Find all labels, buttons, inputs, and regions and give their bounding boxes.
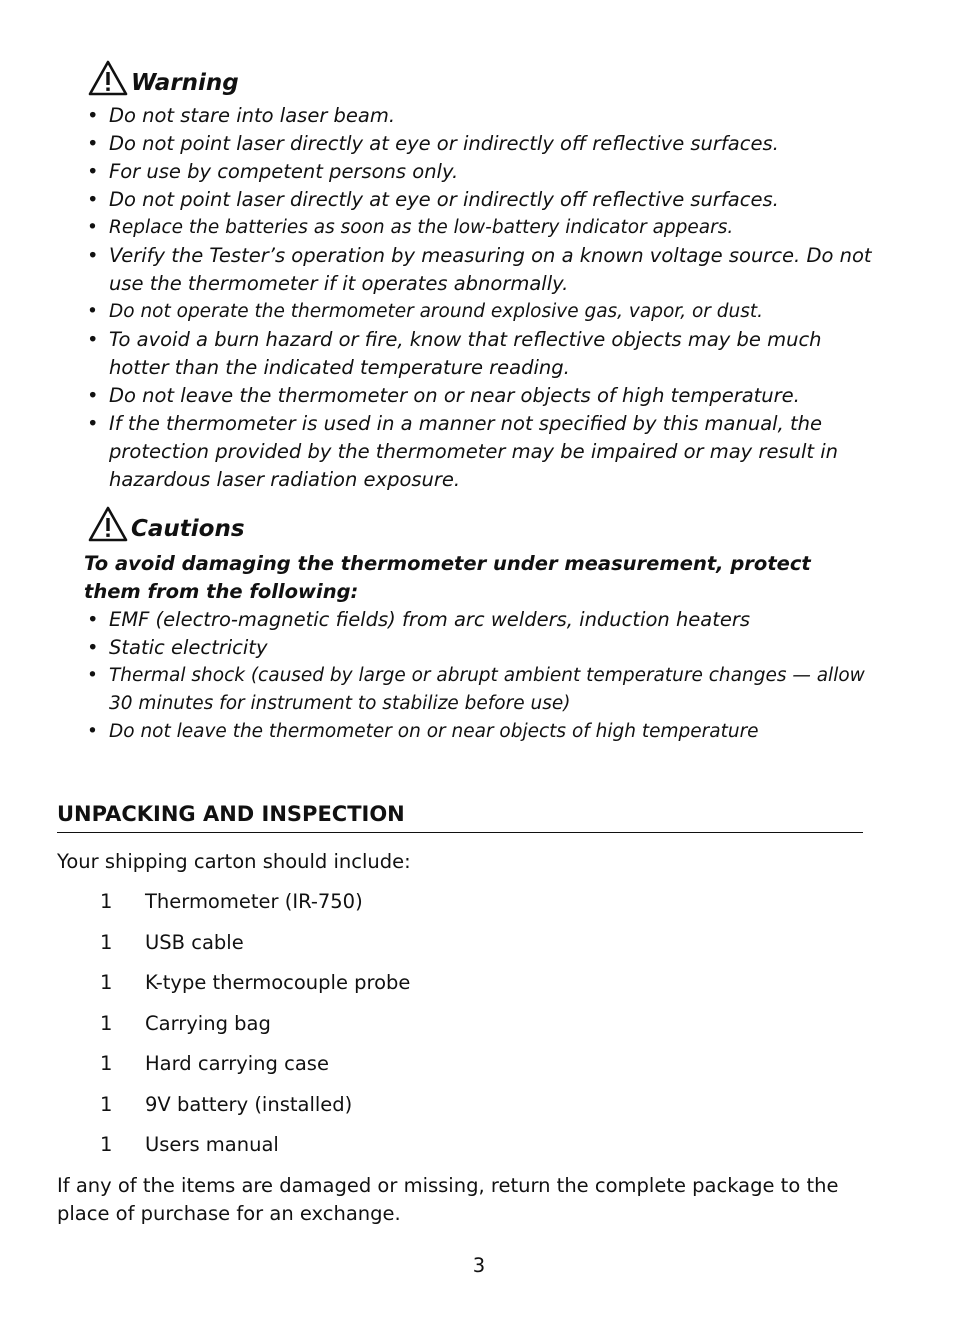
warning-list <box>84 102 874 494</box>
item-name: Carrying bag <box>145 1012 271 1035</box>
item-quantity: 1 <box>100 1052 113 1075</box>
cautions-intro: To avoid damaging the thermometer under measurement, protect them from the following: <box>84 552 811 603</box>
unpacking-intro: Your shipping carton should include: <box>57 850 411 873</box>
item-quantity: 1 <box>100 1093 113 1116</box>
list-item: • Do not leave the thermometer on or near objects of high temperature. <box>84 382 874 410</box>
warning-triangle-icon <box>88 60 128 96</box>
item-quantity: 1 <box>100 1012 113 1035</box>
package-item <box>100 1091 352 1119</box>
item-name: Users manual <box>145 1133 279 1156</box>
item-name: K-type thermocouple probe <box>145 971 411 994</box>
item-name: USB cable <box>145 931 244 954</box>
package-item <box>100 969 410 997</box>
list-item: • Static electricity <box>84 634 874 662</box>
list-item: • Thermal shock (caused by large or abrupt ambient temperature changes — allow 30 minutes for instrument to stabilize before use) <box>84 662 874 718</box>
list-item: • For use by competent persons only. <box>84 158 874 186</box>
package-item <box>100 1050 329 1078</box>
list-item: • Verify the Tester’s operation by measuring on a known voltage source. Do not use the thermometer if it operates abnormally. <box>84 242 874 298</box>
package-item <box>100 888 363 916</box>
list-item: • Do not operate the thermometer around explosive gas, vapor, or dust. <box>84 298 874 326</box>
unpacking-closing: If any of the items are damaged or missing, return the complete package to the place of purchase for an exchange. <box>57 1174 839 1225</box>
list-item: • EMF (electro-magnetic fields) from arc welders, induction heaters <box>84 606 874 634</box>
cautions-title: Cautions <box>131 516 245 542</box>
list-item: • Replace the batteries as soon as the low-battery indicator appears. <box>84 214 874 242</box>
page-number: 3 <box>472 1254 486 1277</box>
item-name: Hard carrying case <box>145 1052 329 1075</box>
list-item: • If the thermometer is used in a manner not specified by this manual, the protection provided by the thermometer may be impaired or may result in hazardous laser radiation exposure. <box>84 410 874 494</box>
cautions-list <box>84 606 874 746</box>
list-item: • Do not point laser directly at eye or indirectly off reflective surfaces. <box>84 130 874 158</box>
item-name: 9V battery (installed) <box>145 1093 353 1116</box>
item-quantity: 1 <box>100 931 113 954</box>
item-quantity: 1 <box>100 1133 113 1156</box>
unpacking-heading: UNPACKING AND INSPECTION <box>57 799 863 833</box>
package-item <box>100 1131 279 1159</box>
list-item: • To avoid a burn hazard or fire, know that reflective objects may be much hotter than the indicated temperature reading. <box>84 326 874 382</box>
item-quantity: 1 <box>100 971 113 994</box>
list-item: • Do not point laser directly at eye or indirectly off reflective surfaces. <box>84 186 874 214</box>
package-item <box>100 1010 271 1038</box>
cautions-heading <box>88 506 245 542</box>
caution-triangle-icon <box>88 506 128 542</box>
item-quantity: 1 <box>100 890 113 913</box>
package-item <box>100 929 244 957</box>
warning-heading <box>88 60 239 96</box>
list-item: • Do not stare into laser beam. <box>84 102 874 130</box>
item-name: Thermometer (IR-750) <box>145 890 363 913</box>
warning-title: Warning <box>131 70 239 96</box>
list-item: • Do not leave the thermometer on or near objects of high temperature <box>84 718 874 746</box>
